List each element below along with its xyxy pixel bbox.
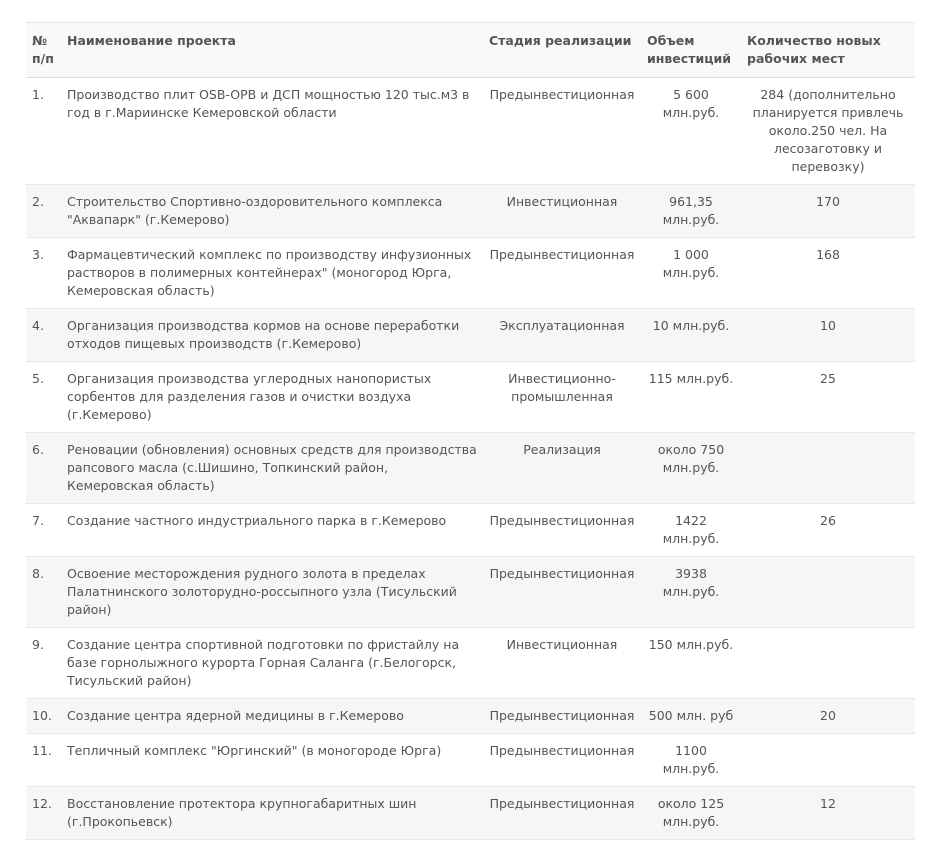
cell-stage: Инвестиционно-промышленная [483, 362, 641, 433]
cell-name: Создание центра ядерной медицины в г.Кемерово [61, 699, 483, 734]
cell-stage: Предынвестиционная [483, 504, 641, 557]
cell-jobs [741, 433, 915, 504]
table-row [26, 734, 915, 787]
cell-jobs: 284 (дополнительно планируется привлечь около.250 чел. На лесозаготовку и перевозку) [741, 78, 915, 185]
cell-num: 8. [26, 557, 61, 628]
cell-num: 6. [26, 433, 61, 504]
header-name: Наименование проекта [61, 23, 483, 78]
cell-jobs: 25 [741, 362, 915, 433]
cell-num: 5. [26, 362, 61, 433]
table-row [26, 78, 915, 185]
table-row [26, 787, 915, 840]
cell-investment: 5 600 млн.руб. [641, 78, 741, 185]
cell-num: 12. [26, 787, 61, 840]
cell-name: Создание частного индустриального парка в г.Кемерово [61, 504, 483, 557]
cell-investment: 10 млн.руб. [641, 309, 741, 362]
table-body [26, 78, 915, 840]
cell-jobs: 168 [741, 238, 915, 309]
cell-name: Производство плит OSB-OPB и ДСП мощностью 120 тыс.м3 в год в г.Мариинске Кемеровской области [61, 78, 483, 185]
table-row [26, 362, 915, 433]
cell-stage: Предынвестиционная [483, 238, 641, 309]
cell-investment: 115 млн.руб. [641, 362, 741, 433]
cell-name: Организация производства кормов на основе переработки отходов пищевых производств (г.Кемерово) [61, 309, 483, 362]
table-row [26, 628, 915, 699]
cell-jobs: 26 [741, 504, 915, 557]
cell-investment: 500 млн. руб [641, 699, 741, 734]
cell-num: 9. [26, 628, 61, 699]
cell-stage: Инвестиционная [483, 628, 641, 699]
table-row [26, 699, 915, 734]
cell-investment: 1 000 млн.руб. [641, 238, 741, 309]
cell-num: 11. [26, 734, 61, 787]
table-row [26, 557, 915, 628]
cell-investment: около 125 млн.руб. [641, 787, 741, 840]
cell-jobs: 20 [741, 699, 915, 734]
projects-table-container [26, 22, 915, 840]
header-num: № п/п [26, 23, 61, 78]
cell-name: Фармацевтический комплекс по производству инфузионных растворов в полимерных контейнерах" (моногород Юрга, Кемеровская область) [61, 238, 483, 309]
header-investment: Объем инвестиций [641, 23, 741, 78]
cell-num: 4. [26, 309, 61, 362]
cell-jobs: 10 [741, 309, 915, 362]
table-row [26, 238, 915, 309]
cell-investment: 961,35 млн.руб. [641, 185, 741, 238]
cell-jobs [741, 734, 915, 787]
cell-investment: 150 млн.руб. [641, 628, 741, 699]
cell-investment: около 750 млн.руб. [641, 433, 741, 504]
cell-stage: Предынвестиционная [483, 699, 641, 734]
cell-name: Освоение месторождения рудного золота в пределах Палатнинского золоторудно-россыпного узла (Тисульский район) [61, 557, 483, 628]
cell-investment: 3938 млн.руб. [641, 557, 741, 628]
table-row [26, 433, 915, 504]
cell-name: Создание центра спортивной подготовки по фристайлу на базе горнолыжного курорта Горная Саланга (г.Белогорск, Тисульский район) [61, 628, 483, 699]
cell-jobs [741, 557, 915, 628]
cell-jobs [741, 628, 915, 699]
cell-investment: 1100 млн.руб. [641, 734, 741, 787]
cell-stage: Предынвестиционная [483, 787, 641, 840]
cell-num: 3. [26, 238, 61, 309]
cell-num: 2. [26, 185, 61, 238]
cell-stage: Предынвестиционная [483, 557, 641, 628]
cell-jobs: 170 [741, 185, 915, 238]
cell-name: Реновации (обновления) основных средств для производства рапсового масла (с.Шишино, Топкинский район, Кемеровская область) [61, 433, 483, 504]
cell-num: 1. [26, 78, 61, 185]
cell-num: 7. [26, 504, 61, 557]
cell-stage: Предынвестиционная [483, 734, 641, 787]
cell-num: 10. [26, 699, 61, 734]
table-row [26, 185, 915, 238]
cell-stage: Эксплуатационная [483, 309, 641, 362]
header-row [26, 23, 915, 78]
table-row [26, 504, 915, 557]
cell-stage: Предынвестиционная [483, 78, 641, 185]
cell-name: Строительство Спортивно-оздоровительного комплекса "Аквапарк" (г.Кемерово) [61, 185, 483, 238]
header-stage: Стадия реализации [483, 23, 641, 78]
cell-stage: Реализация [483, 433, 641, 504]
cell-name: Организация производства углеродных нанопористых сорбентов для разделения газов и очистки воздуха (г.Кемерово) [61, 362, 483, 433]
cell-name: Восстановление протектора крупногабаритных шин (г.Прокопьевск) [61, 787, 483, 840]
cell-name: Тепличный комплекс "Юргинский" (в моногороде Юрга) [61, 734, 483, 787]
table-header [26, 23, 915, 78]
cell-jobs: 12 [741, 787, 915, 840]
investment-projects-table [26, 22, 915, 840]
cell-investment: 1422 млн.руб. [641, 504, 741, 557]
header-jobs: Количество новых рабочих мест [741, 23, 915, 78]
table-row [26, 309, 915, 362]
cell-stage: Инвестиционная [483, 185, 641, 238]
